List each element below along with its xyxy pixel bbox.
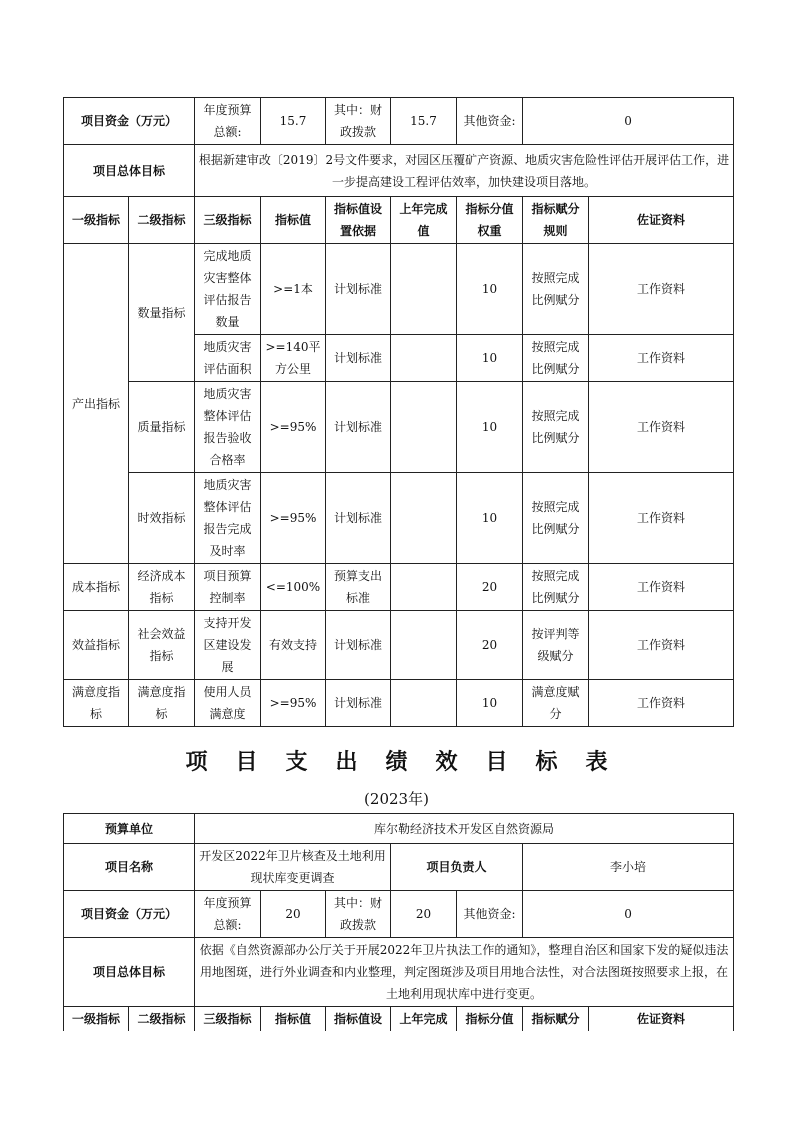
rule-cell: 按照完成比例赋分 <box>523 244 589 335</box>
table-row <box>64 564 734 611</box>
level2-quality: 质量指标 <box>129 382 195 473</box>
evidence-cell: 工作资料 <box>589 335 734 382</box>
section-title: 项目支出绩效目标表 <box>185 750 636 775</box>
prev-cell <box>391 382 457 473</box>
weight-cell: 20 <box>457 611 523 680</box>
header-evidence: 佐证资料 <box>589 1007 734 1032</box>
prev-cell <box>391 564 457 611</box>
goal-text: 依据《自然资源部办公厅关于开展2022年卫片执法工作的通知》，整理自治区和国家下发的疑似违法用地图斑，进行外业调查和内业整理，判定图斑涉及项目用地合法性，对合法图斑按照要求上报，在土地利用现状库中进行变更。 <box>195 938 734 1007</box>
fiscal-label: 其中：财政拨款 <box>326 98 391 145</box>
weight-cell: 10 <box>457 680 523 727</box>
weight-cell: 20 <box>457 564 523 611</box>
header-basis: 指标值设 <box>326 1007 391 1032</box>
value-cell: >=95% <box>261 382 326 473</box>
weight-cell: 10 <box>457 244 523 335</box>
header-level2: 二级指标 <box>129 197 195 244</box>
level2-satisfaction: 满意度指标 <box>129 680 195 727</box>
header-value: 指标值 <box>261 1007 326 1032</box>
goal-text: 根据新建审改〔2019〕2号文件要求，对园区压覆矿产资源、地质灾害危险性评估开展评估工作，进一步提高建设工程评估效率，加快建设项目落地。 <box>195 145 734 197</box>
header-rule: 指标赋分规则 <box>523 197 589 244</box>
prev-cell <box>391 335 457 382</box>
value-cell: <=100% <box>261 564 326 611</box>
section-year: (2023年) <box>364 790 429 808</box>
prev-cell <box>391 611 457 680</box>
other-funds-value: 0 <box>523 98 734 145</box>
rule-cell: 按照完成比例赋分 <box>523 473 589 564</box>
fiscal-value: 20 <box>391 891 457 938</box>
basis-cell: 计划标准 <box>326 680 391 727</box>
funds-label: 项目资金（万元） <box>64 891 195 938</box>
rule-cell: 满意度赋分 <box>523 680 589 727</box>
table-row <box>64 473 734 564</box>
value-cell: >=140平方公里 <box>261 335 326 382</box>
header-prev: 上年完成值 <box>391 197 457 244</box>
basis-cell: 计划标准 <box>326 335 391 382</box>
goal-label: 项目总体目标 <box>64 145 195 197</box>
basis-cell: 预算支出标准 <box>326 564 391 611</box>
level3-cell: 项目预算控制率 <box>195 564 261 611</box>
value-cell: >=95% <box>261 680 326 727</box>
header-weight: 指标分值 <box>457 1007 523 1032</box>
header-evidence: 佐证资料 <box>589 197 734 244</box>
performance-table-2 <box>63 813 734 1031</box>
goal-label: 项目总体目标 <box>64 938 195 1007</box>
header-level1: 一级指标 <box>64 197 129 244</box>
evidence-cell: 工作资料 <box>589 473 734 564</box>
evidence-cell: 工作资料 <box>589 564 734 611</box>
level3-cell: 地质灾害整体评估报告验收合格率 <box>195 382 261 473</box>
header-level1: 一级指标 <box>64 1007 129 1032</box>
budget-unit-label: 预算单位 <box>64 814 195 844</box>
other-funds-value: 0 <box>523 891 734 938</box>
header-rule: 指标赋分 <box>523 1007 589 1032</box>
annual-budget-value: 20 <box>261 891 326 938</box>
prev-cell <box>391 244 457 335</box>
value-cell: >=1本 <box>261 244 326 335</box>
header-level2: 二级指标 <box>129 1007 195 1032</box>
weight-cell: 10 <box>457 382 523 473</box>
prev-cell <box>391 680 457 727</box>
level1-output: 产出指标 <box>64 244 129 564</box>
header-value: 指标值 <box>261 197 326 244</box>
basis-cell: 计划标准 <box>326 244 391 335</box>
header-level3: 三级指标 <box>195 197 261 244</box>
evidence-cell: 工作资料 <box>589 680 734 727</box>
evidence-cell: 工作资料 <box>589 382 734 473</box>
prev-cell <box>391 473 457 564</box>
level2-econ-cost: 经济成本指标 <box>129 564 195 611</box>
weight-cell: 10 <box>457 473 523 564</box>
rule-cell: 按照完成比例赋分 <box>523 335 589 382</box>
rule-cell: 按照完成比例赋分 <box>523 564 589 611</box>
table-row <box>64 382 734 473</box>
evidence-cell: 工作资料 <box>589 244 734 335</box>
annual-budget-label: 年度预算总额: <box>195 891 261 938</box>
table-row <box>64 611 734 680</box>
level3-cell: 地质灾害评估面积 <box>195 335 261 382</box>
level1-cost: 成本指标 <box>64 564 129 611</box>
level1-benefit: 效益指标 <box>64 611 129 680</box>
level1-satisfaction: 满意度指标 <box>64 680 129 727</box>
basis-cell: 计划标准 <box>326 473 391 564</box>
level2-social: 社会效益指标 <box>129 611 195 680</box>
level2-timeliness: 时效指标 <box>129 473 195 564</box>
project-name-value: 开发区2022年卫片核查及土地利用现状库变更调查 <box>195 844 391 891</box>
other-funds-label: 其他资金: <box>457 891 523 938</box>
level3-cell: 支持开发区建设发展 <box>195 611 261 680</box>
project-name-label: 项目名称 <box>64 844 195 891</box>
level3-cell: 使用人员满意度 <box>195 680 261 727</box>
other-funds-label: 其他资金: <box>457 98 523 145</box>
value-cell: 有效支持 <box>261 611 326 680</box>
table-row <box>64 680 734 727</box>
value-cell: >=95% <box>261 473 326 564</box>
header-prev: 上年完成 <box>391 1007 457 1032</box>
level3-cell: 地质灾害整体评估报告完成及时率 <box>195 473 261 564</box>
level2-quantity: 数量指标 <box>129 244 195 382</box>
rule-cell: 按评判等级赋分 <box>523 611 589 680</box>
project-owner-label: 项目负责人 <box>391 844 523 891</box>
header-level3: 三级指标 <box>195 1007 261 1032</box>
annual-budget-value: 15.7 <box>261 98 326 145</box>
rule-cell: 按照完成比例赋分 <box>523 382 589 473</box>
basis-cell: 计划标准 <box>326 611 391 680</box>
funds-label: 项目资金（万元） <box>64 98 195 145</box>
header-basis: 指标值设置依据 <box>326 197 391 244</box>
annual-budget-label: 年度预算总额: <box>195 98 261 145</box>
budget-unit-value: 库尔勒经济技术开发区自然资源局 <box>195 814 734 844</box>
fiscal-value: 15.7 <box>391 98 457 145</box>
weight-cell: 10 <box>457 335 523 382</box>
basis-cell: 计划标准 <box>326 382 391 473</box>
header-weight: 指标分值权重 <box>457 197 523 244</box>
table-row <box>64 244 734 335</box>
project-owner-value: 李小培 <box>523 844 734 891</box>
fiscal-label: 其中：财政拨款 <box>326 891 391 938</box>
level3-cell: 完成地质灾害整体评估报告数量 <box>195 244 261 335</box>
evidence-cell: 工作资料 <box>589 611 734 680</box>
performance-table-1 <box>63 97 734 727</box>
